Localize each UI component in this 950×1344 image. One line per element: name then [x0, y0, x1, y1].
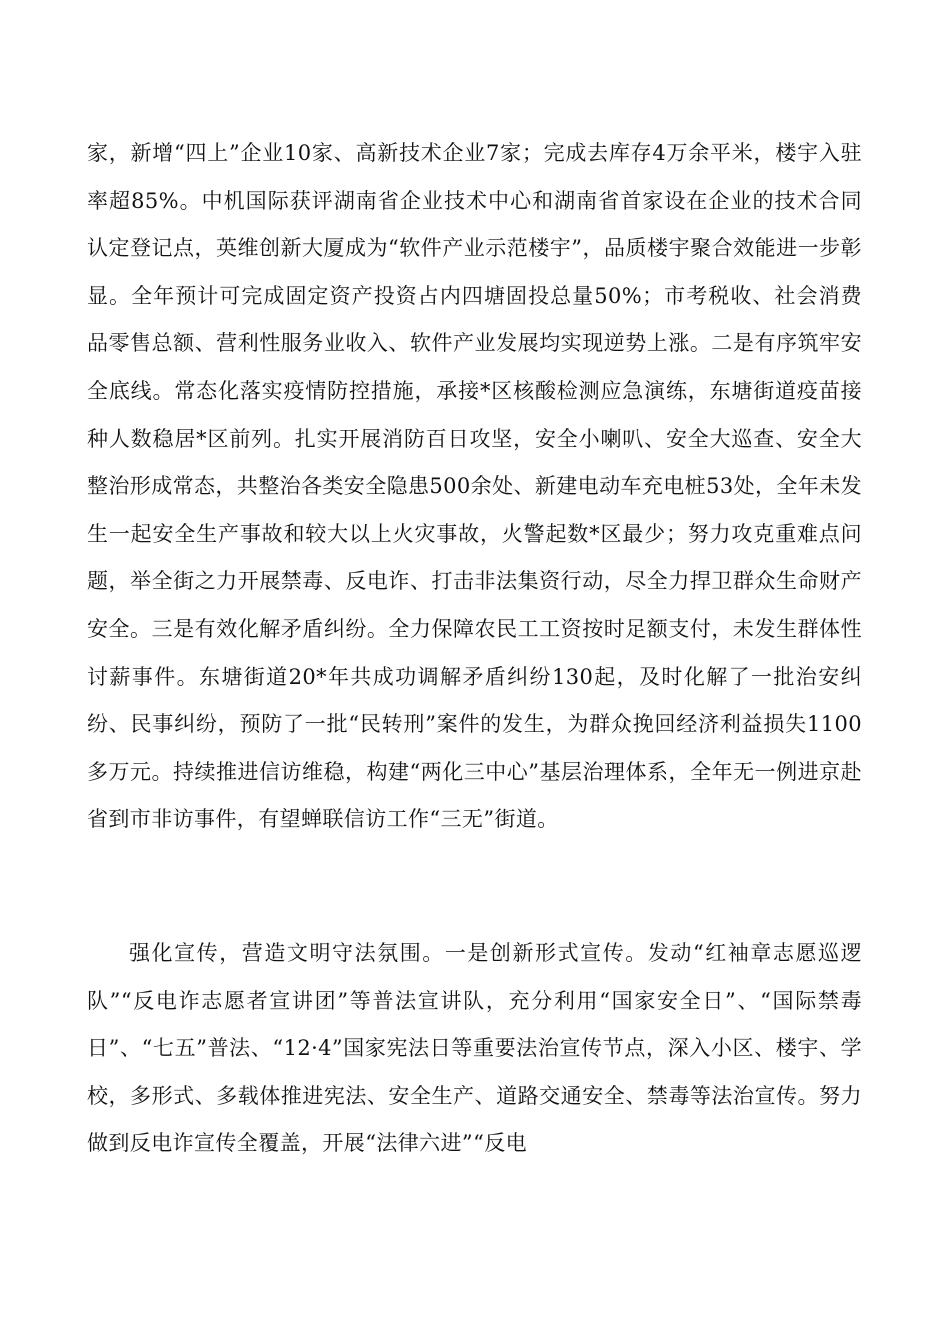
body-paragraph-2: 强化宣传，营造文明守法氛围。一是创新形式宣传。发动“红袖章志愿巡逻队”“反电诈志愿者宣讲团”等普法宣讲队，充分利用“国家安全日”、“国际禁毒日”、“七五”普法、“12·4”国家宪法日等重要法治宣传节点，深入小区、楼宇、学校，多形式、多载体推进宪法、安全生产、道路交通安全、禁毒等法治宣传。努力做到反电诈宣传全覆盖，开展“法律六进”“反电 — [87, 941, 862, 1156]
body-paragraph-1: 家，新增“四上”企业10家、高新技术企业7家；完成去库存4万余平米，楼宇入驻率超85%。中机国际获评湖南省企业技术中心和湖南省首家设在企业的技术合同认定登记点，英维创新大厦成为“软件产业示范楼宇”，品质楼宇聚合效能进一步彰显。全年预计可完成固定资产投资占内四塘固投总量50%；市考税收、社会消费品零售总额、营利性服务业收入、软件产业发展均实现逆势上涨。二是有序筑牢安全底线。常态化落实疫情防控措施，承接*区核酸检测应急演练，东塘街道疫苗接种人数稳居*区前列。扎实开展消防百日攻坚，安全小喇叭、安全大巡查、安全大整治形成常态，共整治各类安全隐患500余处、新建电动车充电桩53处，全年未发生一起安全生产事故和较大以上火灾事故，火警起数*区最少；努力攻克重难点问题，举全街之力开展禁毒、反电诈、打击非法集资行动，尽全力捍卫群众生命财产安全。三是有效化解矛盾纠纷。全力保障农民工工资按时足额支付，未发生群体性讨薪事件。东塘街道20*年共成功调解矛盾纠纷130起，及时化解了一批治安纠纷、民事纠纷，预防了一批“民转刑”案件的发生，为群众挽回经济利益损失1100多万元。持续推进信访维稳，构建“两化三中心”基层治理体系，全年无一例进京赴省到市非访事件，有望蝉联信访工作“三无”街道。 — [87, 141, 863, 832]
